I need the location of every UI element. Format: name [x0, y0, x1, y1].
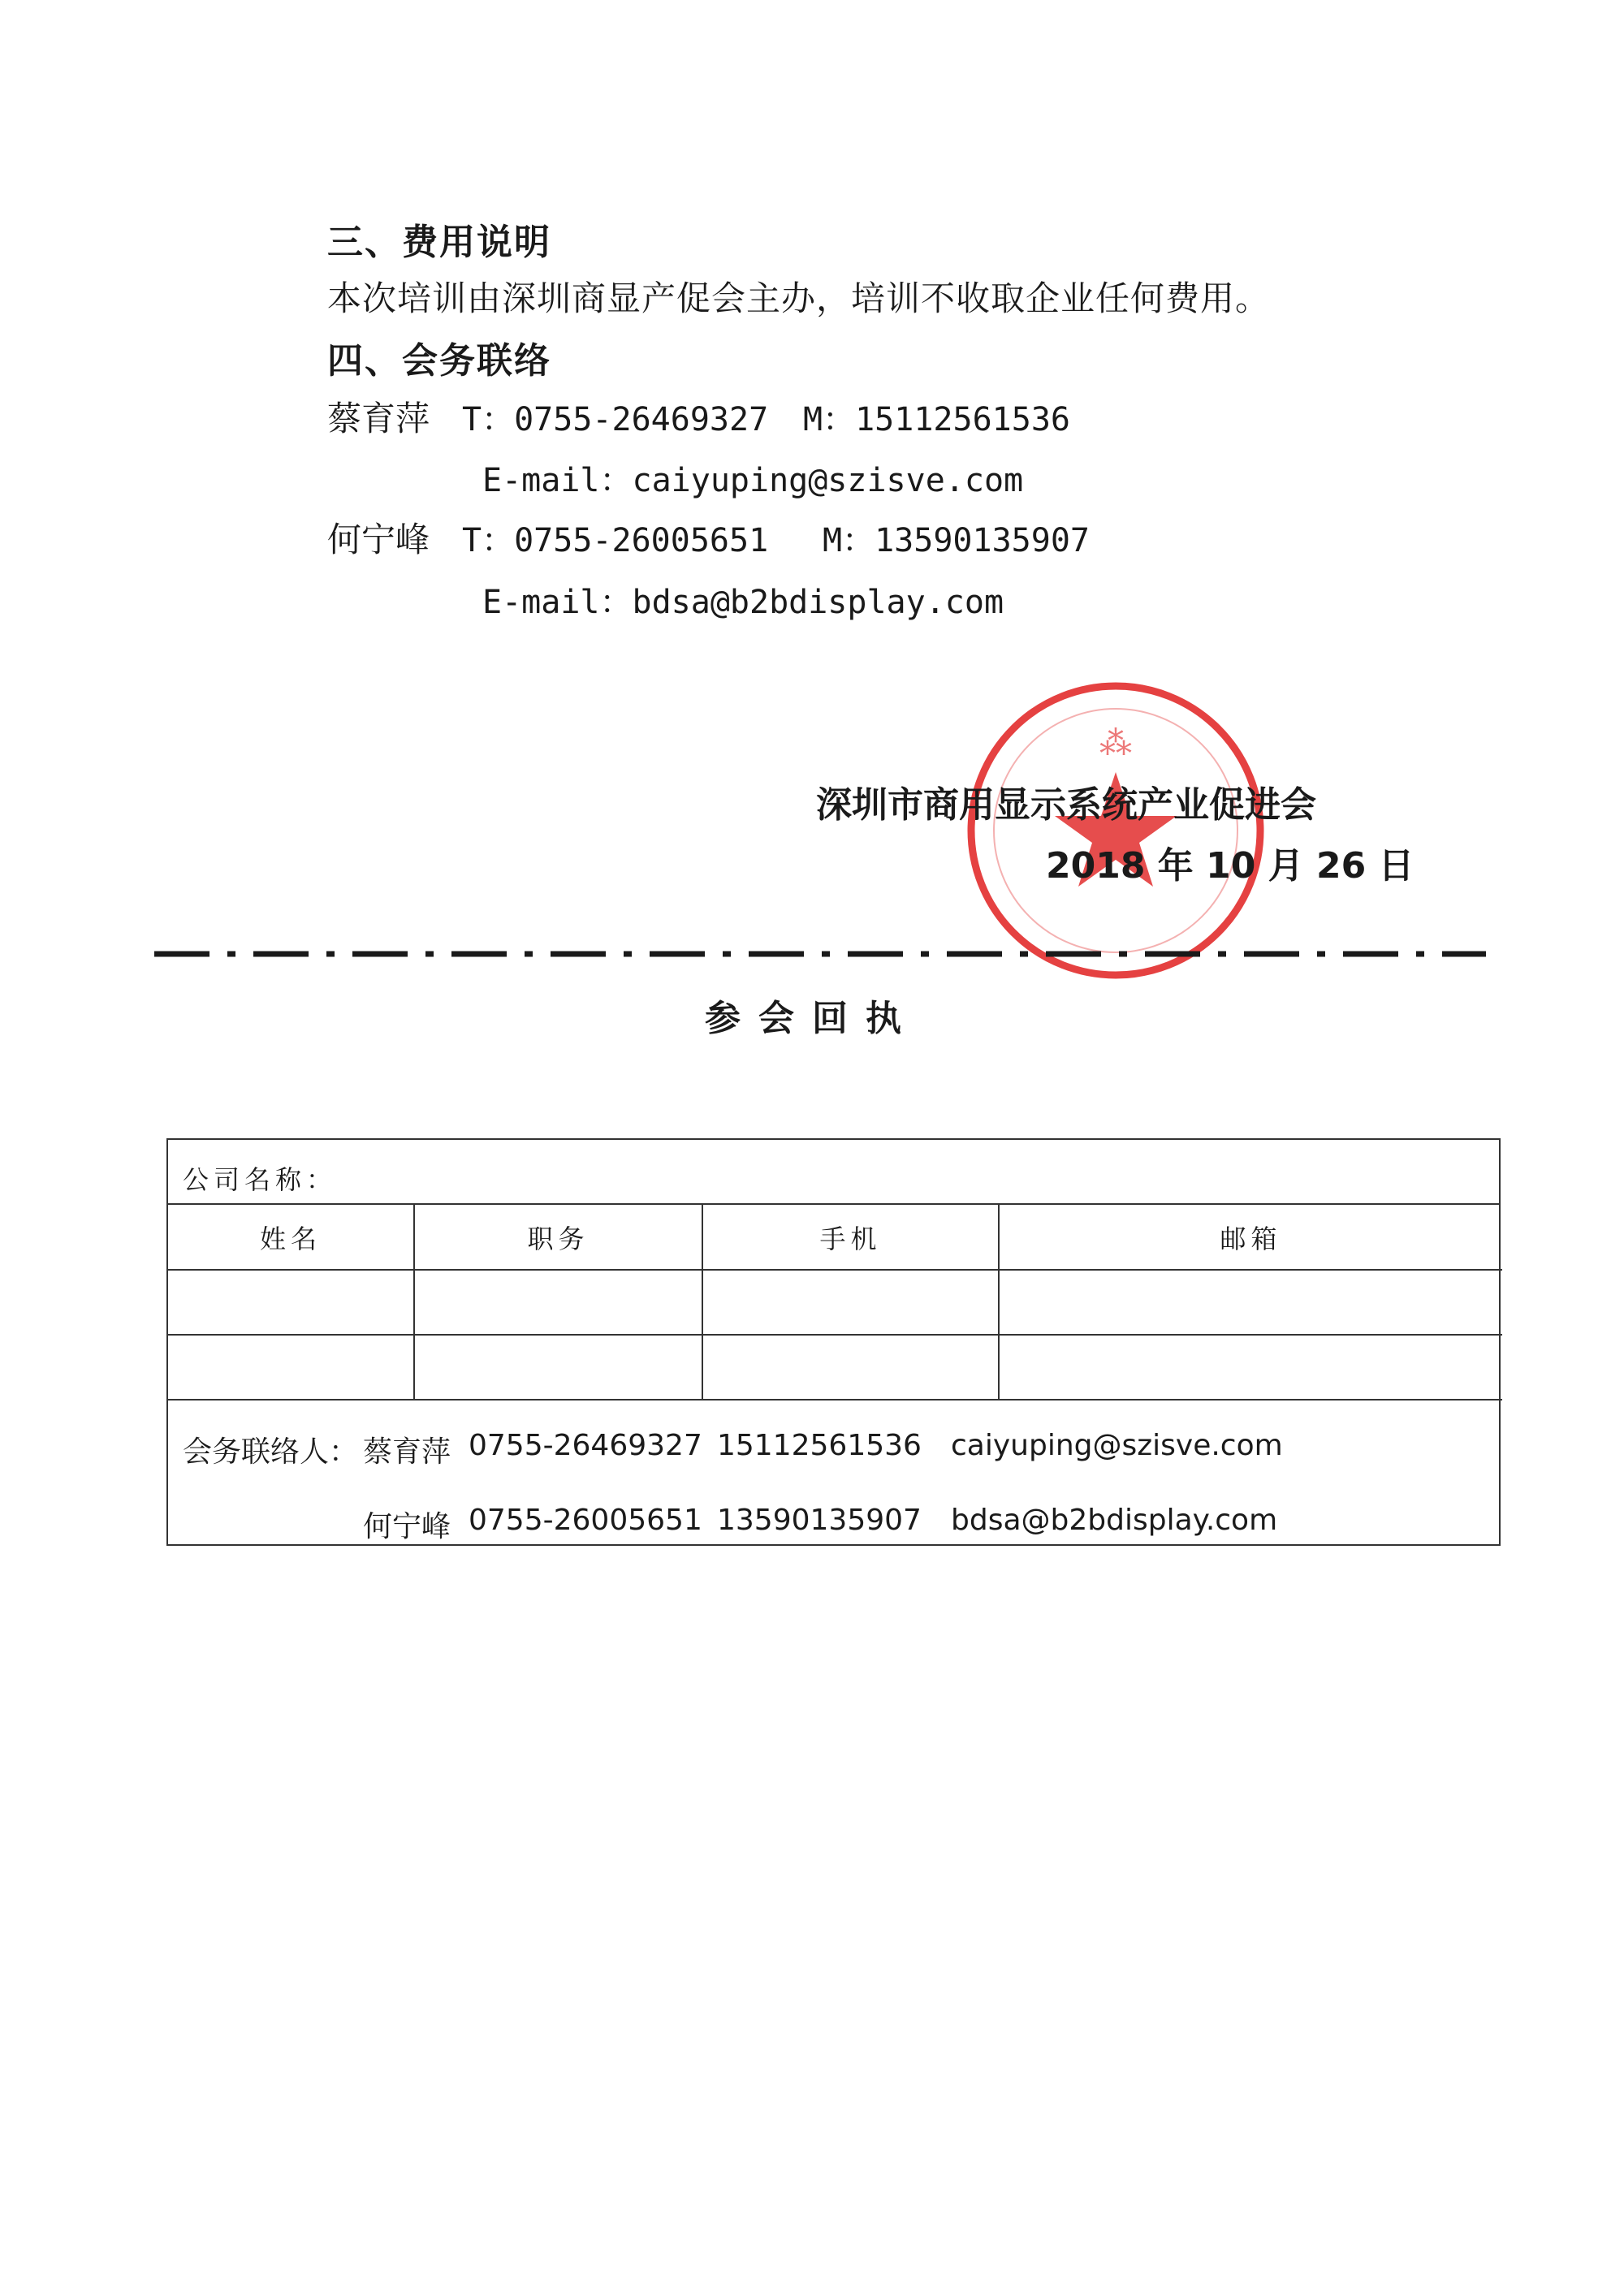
- company-name-row[interactable]: [168, 1140, 1499, 1205]
- receipt-contact-2-name: 何宁峰: [363, 1510, 451, 1543]
- fee-section-text: 本次培训由深圳商显产促会主办，培训不收取企业任何费用。: [327, 278, 1271, 318]
- receipt-contact-1-name: 蔡育萍: [363, 1435, 451, 1469]
- column-header-email: 邮箱: [999, 1205, 1502, 1270]
- attendee-email-cell[interactable]: [999, 1335, 1502, 1400]
- contact-2-tel: T：0755-26005651: [462, 522, 769, 559]
- receipt-form: [166, 1138, 1501, 1546]
- table-header-row: [168, 1205, 1502, 1270]
- contact-2-name: 何宁峰: [327, 520, 430, 559]
- attendee-name-cell[interactable]: [168, 1335, 414, 1400]
- column-header-position: 职务: [414, 1205, 702, 1270]
- attendee-name-cell[interactable]: [168, 1270, 414, 1335]
- receipt-contact-1-tel: 0755-26469327: [469, 1429, 702, 1462]
- receipt-contact-1-mobile: 15112561536: [717, 1429, 922, 1462]
- attendee-position-cell[interactable]: [414, 1335, 702, 1400]
- signature-organization: 深圳市商用显示系统产业促进会: [816, 784, 1316, 826]
- dash-dot-divider: [154, 948, 1486, 960]
- contact-2-line: [327, 513, 1090, 562]
- signature-date: 2018 年 10 月 26 日: [1046, 845, 1415, 887]
- column-header-mobile: 手机: [702, 1205, 999, 1270]
- contact-1-line: [327, 392, 1070, 441]
- attendee-position-cell[interactable]: [414, 1270, 702, 1335]
- company-name-label: 公司名称：: [183, 1164, 338, 1195]
- contact-2-email: E-mail：bdsa@b2bdisplay.com: [482, 584, 1004, 621]
- receipt-contact-2-tel: 0755-26005651: [469, 1504, 702, 1537]
- official-seal-icon: [961, 676, 1270, 985]
- attendee-mobile-cell[interactable]: [702, 1270, 999, 1335]
- contact-1-name: 蔡育萍: [327, 399, 430, 438]
- receipt-contact-1-email: caiyuping@szisve.com: [951, 1429, 1283, 1462]
- contact-section-heading: 四、会务联络: [327, 340, 551, 382]
- receipt-contact-2-email: bdsa@b2bdisplay.com: [951, 1504, 1278, 1537]
- fee-section-heading: 三、费用说明: [327, 222, 551, 263]
- receipt-contact-block: [168, 1401, 1499, 1544]
- table-row: [168, 1335, 1502, 1400]
- table-row: [168, 1270, 1502, 1335]
- contact-1-email: E-mail：caiyuping@szisve.com: [482, 462, 1024, 499]
- contact-1-mobile: M：15112561536: [803, 401, 1070, 438]
- receipt-contact-label: 会务联络人：: [183, 1435, 359, 1469]
- contact-1-tel: T：0755-26469327: [462, 401, 769, 438]
- svg-text:⁂: ⁂: [1099, 725, 1132, 762]
- contact-2-mobile: M：13590135907: [823, 522, 1090, 559]
- attendee-email-cell[interactable]: [999, 1270, 1502, 1335]
- receipt-title: 参会回执: [705, 998, 919, 1039]
- attendee-table: [168, 1205, 1502, 1400]
- receipt-contact-2-mobile: 13590135907: [717, 1504, 922, 1537]
- attendee-mobile-cell[interactable]: [702, 1335, 999, 1400]
- column-header-name: 姓名: [168, 1205, 414, 1270]
